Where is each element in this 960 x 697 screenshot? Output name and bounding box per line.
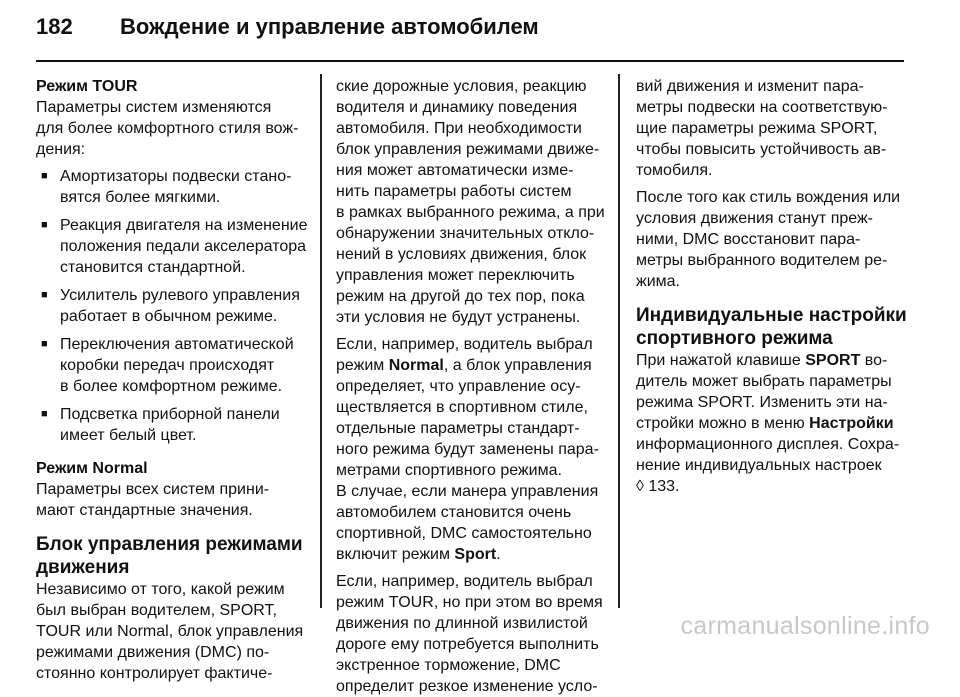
mode-sport-keyword: Sport [454, 546, 497, 563]
sport-key-label: SPORT [805, 352, 861, 369]
list-item: ■ Подсветка приборной панели имеет белый цвет. [36, 404, 314, 446]
column-separator [618, 74, 620, 608]
settings-menu-label: Настройки [809, 415, 894, 432]
normal-text: Параметры всех систем прини- мают стандартные значения. [36, 481, 270, 519]
tour-list [36, 166, 314, 446]
col3-paragraph-1: вий движения и изменит пара- метры подвески на соответствую- щие параметры режима SPORT, чтобы повысить устойчивость ав- томобиля. [636, 78, 888, 179]
adaptive-text: Независимо от того, какой режим был выбран водителем, SPORT, TOUR или Normal, блок управления режимами движения (DMC) по- стоянно контролирует фактиче- [36, 581, 304, 682]
col3-paragraph-3: При нажатой клавише SPORT во- дитель может выбрать параметры режима SPORT. Изменить эти на- стройки можно в меню Настройки информационного дисплея. Сохра- нение индивидуальных настроек ◊ 133. [636, 352, 900, 495]
list-item: ■ Амортизаторы подвески стано- вятся более мягкими. [36, 166, 314, 208]
adaptive-heading: Блок управления режимами движения [36, 534, 303, 578]
list-item: ■ Переключения автоматической коробки передач происходят в более комфортном режиме. [36, 334, 314, 397]
page-number: 182 [36, 14, 73, 39]
header-rule [36, 60, 904, 62]
col2-paragraph-1: ские дорожные условия, реакцию водителя и динамику поведения автомобиля. При необходимости блок управления режимами движе- ния может автоматически изме- нить параметры работы систем в рамках выбранного режима, а при обнаружении значительных откло- нений в условиях движения, блок управления может переключить режим на другой до тех пор, пока эти условия не будут устранены. [336, 78, 605, 326]
tour-heading: Режим TOUR [36, 78, 138, 95]
col2-paragraph-3: В случае, если манера управления автомобилем становится очень спортивной, DMC самостоятельно включит режим Sport. [336, 483, 599, 563]
column-2 [336, 76, 614, 697]
page-reference[interactable]: 133. [643, 478, 680, 495]
sport-settings-heading: Индивидуальные настройки спортивного режима [636, 305, 907, 349]
page-title: Вождение и управление автомобилем [120, 14, 539, 39]
col2-paragraph-4: Если, например, водитель выбрал режим TOUR, но при этом во время движения по длинной извилистой дороге ему потребуется выполнить экстренное торможение, DMC определит резкое изменение усло- [336, 573, 603, 695]
tour-intro: Параметры систем изменяются для более комфортного стиля вож- дения: [36, 99, 299, 158]
page-reference-icon: ◊ [636, 478, 644, 495]
col3-paragraph-2: После того как стиль вождения или условия движения станут преж- ними, DMC восстановит пара- метры выбранного водителем ре- жима. [636, 189, 901, 290]
column-separator [320, 74, 322, 608]
mode-normal-keyword: Normal [388, 357, 444, 374]
col2-paragraph-2: Если, например, водитель выбрал режим Normal, а блок управления определяет, что управление осу- ществляется в спортивном стиле, отдельные параметры стандарт- ного режима будут заменены пара- метрами спортивного режима. [336, 336, 599, 479]
list-item: ■ Реакция двигателя на изменение положения педали акселератора становится стандартной. [36, 215, 314, 278]
list-item: ■ Усилитель рулевого управления работает в обычном режиме. [36, 285, 314, 327]
column-3 [636, 76, 916, 497]
normal-heading: Режим Normal [36, 460, 148, 477]
column-1 [36, 76, 314, 684]
watermark: carmanualsonline.info [680, 612, 930, 640]
